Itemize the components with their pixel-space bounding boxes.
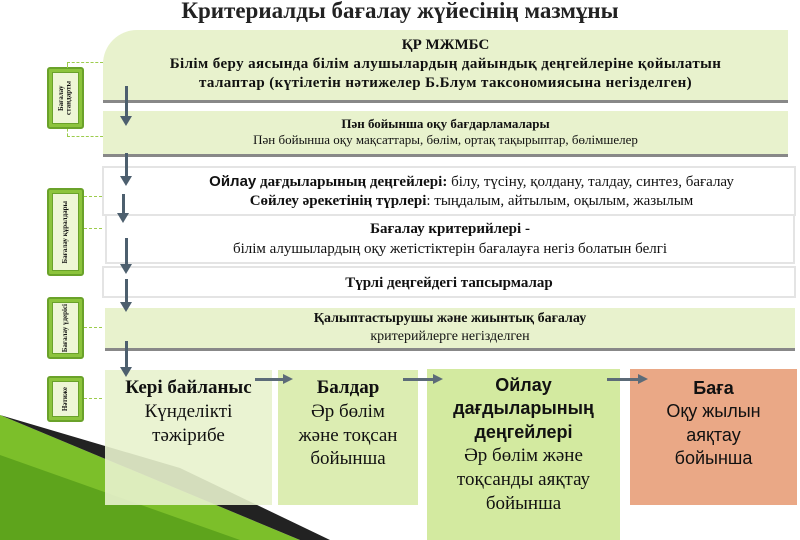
arrow-right-icon xyxy=(255,378,285,381)
arrow-down-icon xyxy=(125,153,128,180)
connector xyxy=(84,398,102,399)
assessment-heading: Қалыптастырушы және жиынтық бағалау xyxy=(313,311,587,326)
thinking-text: білу, түсіну, қолдану, талдау, синтез, бағалау xyxy=(447,174,734,190)
result-heading: Ойлау дағдыларының деңгейлері xyxy=(453,375,594,442)
connector xyxy=(67,136,103,137)
result-heading: Кері байланыс xyxy=(125,377,252,398)
connector xyxy=(84,327,102,328)
result-text: аяқтау xyxy=(686,424,741,445)
tasks-box: Түрлі деңгейдегі тапсырмалар xyxy=(102,266,796,298)
arrow-down-icon xyxy=(122,194,125,217)
thinking-label: дағдыларының деңгейлері: xyxy=(256,174,448,190)
criteria-heading: Бағалау критерийлері - xyxy=(370,221,530,237)
result-heading: Балдар xyxy=(316,377,380,398)
connector xyxy=(84,228,102,229)
side-label-text: Бағалау үдерісі xyxy=(60,303,69,353)
arrow-right-icon xyxy=(607,378,640,381)
result-heading: Баға xyxy=(693,378,734,398)
result-text: Оқу жылын xyxy=(666,401,761,422)
result-box-feedback xyxy=(105,370,272,505)
result-text: Күнделікті xyxy=(144,400,233,422)
result-text: бойынша xyxy=(674,448,753,469)
result-box-grade xyxy=(630,369,797,505)
result-text: тоқсанды аяқтау xyxy=(456,468,591,490)
assessment-text: критерийлерге негізделген xyxy=(370,328,530,344)
side-label-text: Нәтиже xyxy=(60,386,69,412)
connector xyxy=(84,196,102,197)
criteria-box xyxy=(105,214,795,264)
result-text: бойынша xyxy=(485,492,562,514)
speech-text: : тыңдалым, айтылым, оқылым, жазылым xyxy=(426,192,694,209)
result-text: Әр бөлім және xyxy=(464,445,583,467)
side-label-text: Бағалау стандарты xyxy=(56,81,73,115)
criteria-text: білім алушылардың оқу жетістіктерін бағалауға негіз болатын белгі xyxy=(232,240,668,257)
result-text: бойынша xyxy=(310,448,386,470)
result-box-thinking xyxy=(427,369,620,540)
standards-box xyxy=(103,30,788,100)
thinking-levels-box xyxy=(102,166,796,216)
side-label-text: Бағалау құралдары xyxy=(60,200,69,264)
result-text: тәжірибе xyxy=(152,424,225,446)
arrow-down-icon xyxy=(125,279,128,306)
side-label-result xyxy=(47,376,84,422)
standards-text: талаптар (күтілетін нәтижелер Б.Блум таксономиясына негізделген) xyxy=(198,74,693,91)
standards-heading: ҚР МЖМБС xyxy=(401,37,490,53)
thinking-keyword: Ойлау xyxy=(209,173,257,190)
result-box-points xyxy=(278,370,418,505)
arrow-down-icon xyxy=(125,86,128,120)
result-text: және тоқсан xyxy=(298,424,398,446)
side-label-standards xyxy=(47,67,84,129)
programs-box xyxy=(103,111,788,154)
connector xyxy=(67,129,68,136)
side-label-process xyxy=(47,297,84,359)
standards-text: Білім беру аясында білім алушылардың дайындық деңгейлеріне қойылатын xyxy=(169,55,722,72)
programs-heading: Пән бойынша оқу бағдарламалары xyxy=(341,116,550,131)
programs-text: Пән бойынша оқу мақсаттары, бөлім, ортақ тақырыптар, бөлімшелер xyxy=(253,132,638,148)
arrow-down-icon xyxy=(125,341,128,371)
arrow-down-icon xyxy=(125,238,128,268)
connector xyxy=(67,62,103,63)
assessment-box xyxy=(105,308,795,348)
side-label-tools xyxy=(47,188,84,276)
result-text: Әр бөлім xyxy=(311,400,385,422)
speech-label: Сөйлеу әрекетінің түрлері xyxy=(249,192,427,209)
page-title: Критериалды бағалау жүйесінің мазмұны xyxy=(181,0,619,23)
arrow-right-icon xyxy=(403,378,435,381)
